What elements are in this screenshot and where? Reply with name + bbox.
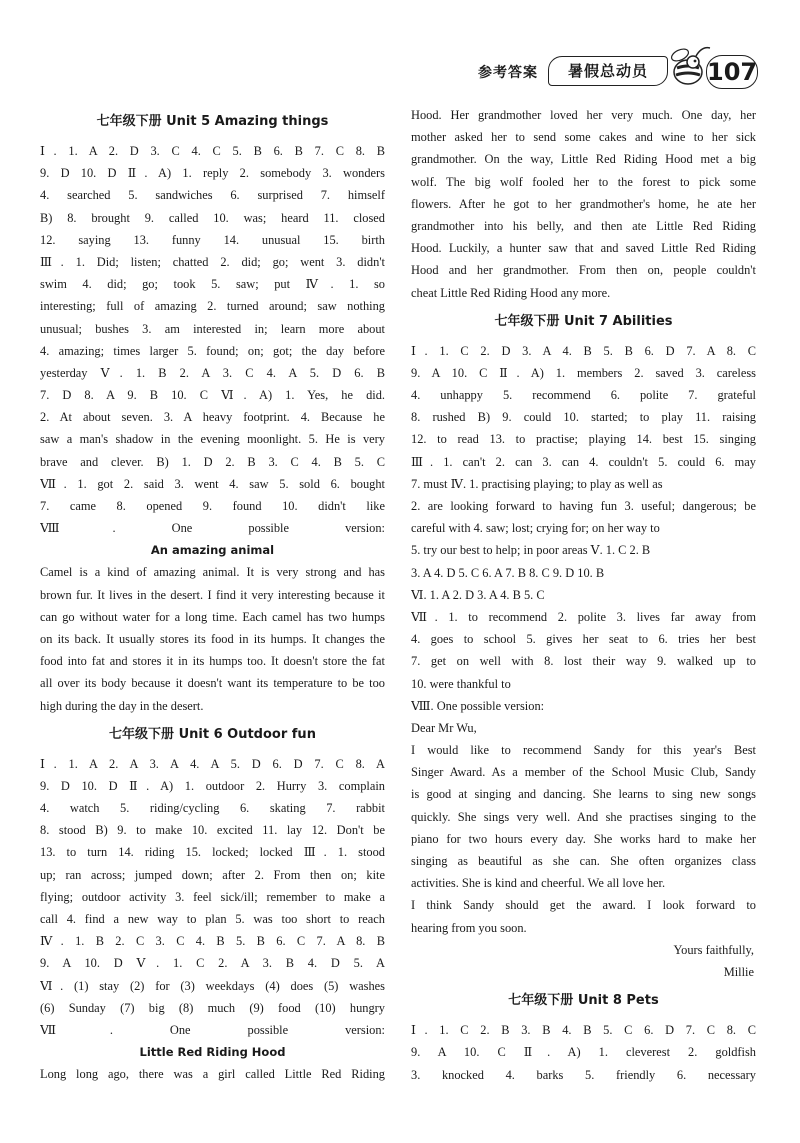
- answer-line: all over its body because it doesn't want its temperature to be too: [40, 676, 385, 691]
- answer-line: on its back. It usually stores its food in its humps. It changes the: [40, 631, 385, 646]
- essay-title: An amazing animal: [150, 543, 275, 558]
- answer-line: Ⅰ. 1. C 2. B 3. B 4. B 5. C 6. D 7. C 8. C: [411, 1023, 756, 1038]
- answer-line: I would like to recommend Sandy for this year's Best: [411, 743, 756, 758]
- section-title: 七年级下册 Unit 5 Amazing things: [96, 114, 329, 129]
- answer-line: I think Sandy should get the award. I look forward to: [411, 898, 756, 913]
- answer-line: 5. try our best to help; in poor areas Ⅴ. 1. C 2. B: [411, 543, 651, 558]
- page-header: [0, 52, 800, 92]
- answer-line: 9. A 10. D Ⅴ. 1. C 2. A 3. B 4. D 5. A: [40, 956, 385, 971]
- answer-line: 12. to read 13. to practise; playing 14. best 15. singing: [411, 432, 756, 447]
- answer-line: wolf. The big wolf fooled her to the forest to pick some: [411, 174, 756, 189]
- answer-line: Ⅵ. 1. A 2. D 3. A 4. B 5. C: [411, 587, 545, 602]
- letter-signoff: Millie: [723, 964, 754, 979]
- answer-line: 7. get on well with 8. lost their way 9. walked up to: [411, 654, 756, 669]
- answer-line: grandmother. On the way, Little Red Riding Hood met a big: [411, 152, 756, 167]
- answer-line: 9. A 10. C Ⅱ. A) 1. cleverest 2. goldfish: [411, 1045, 756, 1060]
- answer-line: singing as beautiful as she can. She often organizes class: [411, 854, 756, 868]
- answer-line: saw a man's shadow in the evening moonlight. 5. He is very: [40, 432, 385, 447]
- book-title-banner: 暑假总动员: [548, 56, 668, 86]
- answer-line: 8. rushed B) 9. could 10. started; to play 11. raising: [411, 410, 756, 425]
- answer-line: Ⅶ. One possible version:: [40, 1022, 385, 1037]
- answer-line: swim 4. did; go; took 5. saw; put Ⅳ. 1. so: [40, 277, 385, 292]
- answer-line: Long long ago, there was a girl called Little Red Riding: [40, 1067, 385, 1082]
- answer-line: Ⅷ. One possible version:: [40, 521, 385, 536]
- answer-line: 2. At about seven. 3. A heavy footprint. 4. Because he: [40, 410, 385, 425]
- answer-line: can go without water for a long time. Each camel has two humps: [40, 609, 385, 624]
- answer-line: Ⅵ. (1) stay (2) for (3) weekdays (4) does (5) washes: [40, 978, 385, 993]
- answer-line: 9. A 10. C Ⅱ. A) 1. members 2. saved 3. careless: [411, 365, 756, 380]
- answer-line: Ⅷ. One possible version:: [411, 698, 545, 713]
- answer-line: Ⅰ. 1. A 2. A 3. A 4. A 5. D 6. D 7. C 8. A: [40, 756, 385, 771]
- answer-line: activities. She is kind and cheerful. We all love her.: [411, 876, 666, 891]
- answer-line: Hood. Luckily, a hunter saw that and saved Little Red Riding: [411, 241, 756, 256]
- answer-line: 3. knocked 4. barks 5. friendly 6. necessary: [411, 1067, 756, 1082]
- answer-line: 7. D 8. A 9. B 10. C Ⅵ. A) 1. Yes, he did.: [40, 388, 385, 403]
- answer-line: brown fur. It lives in the desert. I find it very interesting because it: [40, 587, 385, 602]
- page-number: 107: [706, 55, 758, 89]
- answer-line: up; ran across; jumped down; after 2. From then on; kite: [40, 867, 385, 882]
- answer-line: 7. must Ⅳ. 1. practising playing; to play as well as: [411, 476, 663, 491]
- answer-line: 9. D 10. D Ⅱ. A) 1. outdoor 2. Hurry 3. complain: [40, 778, 385, 793]
- answer-line: (6) Sunday (7) big (8) much (9) food (10) hungry: [40, 1000, 385, 1015]
- answer-line: Hood and her grandmother. From then on, people couldn't: [411, 263, 756, 278]
- answer-line: careful with 4. saw; lost; crying for; on her way to: [411, 521, 660, 536]
- answer-line: unusual; bushes 3. am interested in; learn more about: [40, 321, 385, 336]
- answer-line: flowers. After he got to her grandmother's home, he ate her: [411, 196, 756, 211]
- answer-line: Hood. Her grandmother loved her very much. One day, her: [411, 108, 756, 122]
- answer-line: Singer Award. As a member of the School Music Club, Sandy: [411, 765, 756, 780]
- answer-line: 4. searched 5. sandwiches 6. surprised 7. himself: [40, 188, 385, 203]
- answer-line: grandmother into his belly, and then ate Little Red Riding: [411, 218, 756, 233]
- answer-line: flying; outdoor activity 3. feel sick/ill; remember to make a: [40, 889, 385, 904]
- right-column: [411, 104, 756, 1086]
- reference-answers-label: 参考答案: [478, 65, 538, 81]
- answer-line: yesterday Ⅴ. 1. B 2. A 3. C 4. A 5. D 6. B: [40, 365, 385, 380]
- answer-line: Ⅲ. 1. Did; listen; chatted 2. did; go; went 3. didn't: [40, 254, 385, 269]
- left-column: [40, 104, 385, 1085]
- answer-line: interesting; full of amazing 2. turned around; saw nothing: [40, 299, 385, 314]
- essay-title: Little Red Riding Hood: [139, 1045, 286, 1060]
- answer-line: food into fat and stores it in its humps too. It doesn't store the fat: [40, 654, 385, 669]
- answer-line: 4. watch 5. riding/cycling 6. skating 7. rabbit: [40, 801, 385, 816]
- answer-line: 3. A 4. D 5. C 6. A 7. B 8. C 9. D 10. B: [411, 565, 605, 580]
- answer-line: 12. saying 13. funny 14. unusual 15. birth: [40, 232, 385, 247]
- answer-line: brave and clever. B) 1. D 2. B 3. C 4. B 5. C: [40, 454, 385, 469]
- letter-signoff: Yours faithfully,: [673, 942, 754, 957]
- answer-line: B) 8. brought 9. called 10. was; heard 11. closed: [40, 210, 385, 225]
- answer-line: 8. stood B) 9. to make 10. excited 11. lay 12. Don't be: [40, 823, 385, 838]
- answer-line: 4. amazing; times larger 5. found; on; got; the day before: [40, 343, 385, 358]
- section-title: 七年级下册 Unit 7 Abilities: [494, 313, 673, 329]
- answer-line: 4. goes to school 5. gives her seat to 6. tries her best: [411, 632, 756, 647]
- answer-line: Ⅶ. 1. got 2. said 3. went 4. saw 5. sold 6. bought: [40, 476, 385, 491]
- answer-line: 13. to turn 14. riding 15. locked; locked Ⅲ. 1. stood: [40, 845, 385, 860]
- answer-line: Ⅲ. 1. can't 2. can 3. can 4. couldn't 5. could 6. may: [411, 454, 756, 469]
- answer-line: Dear Mr Wu,: [411, 720, 477, 735]
- answer-line: high during the day in the desert.: [40, 698, 204, 713]
- answer-line: quickly. She sings very well. And she practises singing to the: [411, 809, 756, 824]
- answer-line: 4. unhappy 5. recommend 6. polite 7. grateful: [411, 388, 756, 403]
- answer-line: 10. were thankful to: [411, 676, 511, 691]
- answer-line: hearing from you soon.: [411, 920, 527, 935]
- answer-line: Ⅶ. 1. to recommend 2. polite 3. lives far away from: [411, 609, 756, 624]
- section-title: 七年级下册 Unit 8 Pets: [508, 993, 659, 1009]
- answer-line: piano for two hours every day. She works hard to make her: [411, 831, 756, 846]
- answer-line: Ⅰ. 1. C 2. D 3. A 4. B 5. B 6. D 7. A 8. C: [411, 343, 756, 358]
- answer-line: is good at singing and dancing. She learns to sing new songs: [411, 787, 756, 802]
- section-title: 七年级下册 Unit 6 Outdoor fun: [109, 726, 316, 742]
- answer-line: cheat Little Red Riding Hood any more.: [411, 285, 611, 300]
- answer-line: Camel is a kind of amazing animal. It is very strong and has: [40, 565, 385, 580]
- answer-line: call 4. find a new way to plan 5. was too short to reach: [40, 912, 385, 926]
- answer-line: Ⅰ. 1. A 2. D 3. C 4. C 5. B 6. B 7. C 8. B: [40, 144, 385, 158]
- answer-line: Ⅳ. 1. B 2. C 3. C 4. B 5. B 6. C 7. A 8. B: [40, 934, 385, 949]
- answer-line: 9. D 10. D Ⅱ. A) 1. reply 2. somebody 3. wonders: [40, 166, 385, 181]
- answer-line: 2. are looking forward to having fun 3. useful; dangerous; be: [411, 499, 756, 513]
- answer-line: mother asked her to send some cakes and wine to her sick: [411, 130, 756, 145]
- answer-line: 7. came 8. opened 9. found 10. didn't like: [40, 499, 385, 513]
